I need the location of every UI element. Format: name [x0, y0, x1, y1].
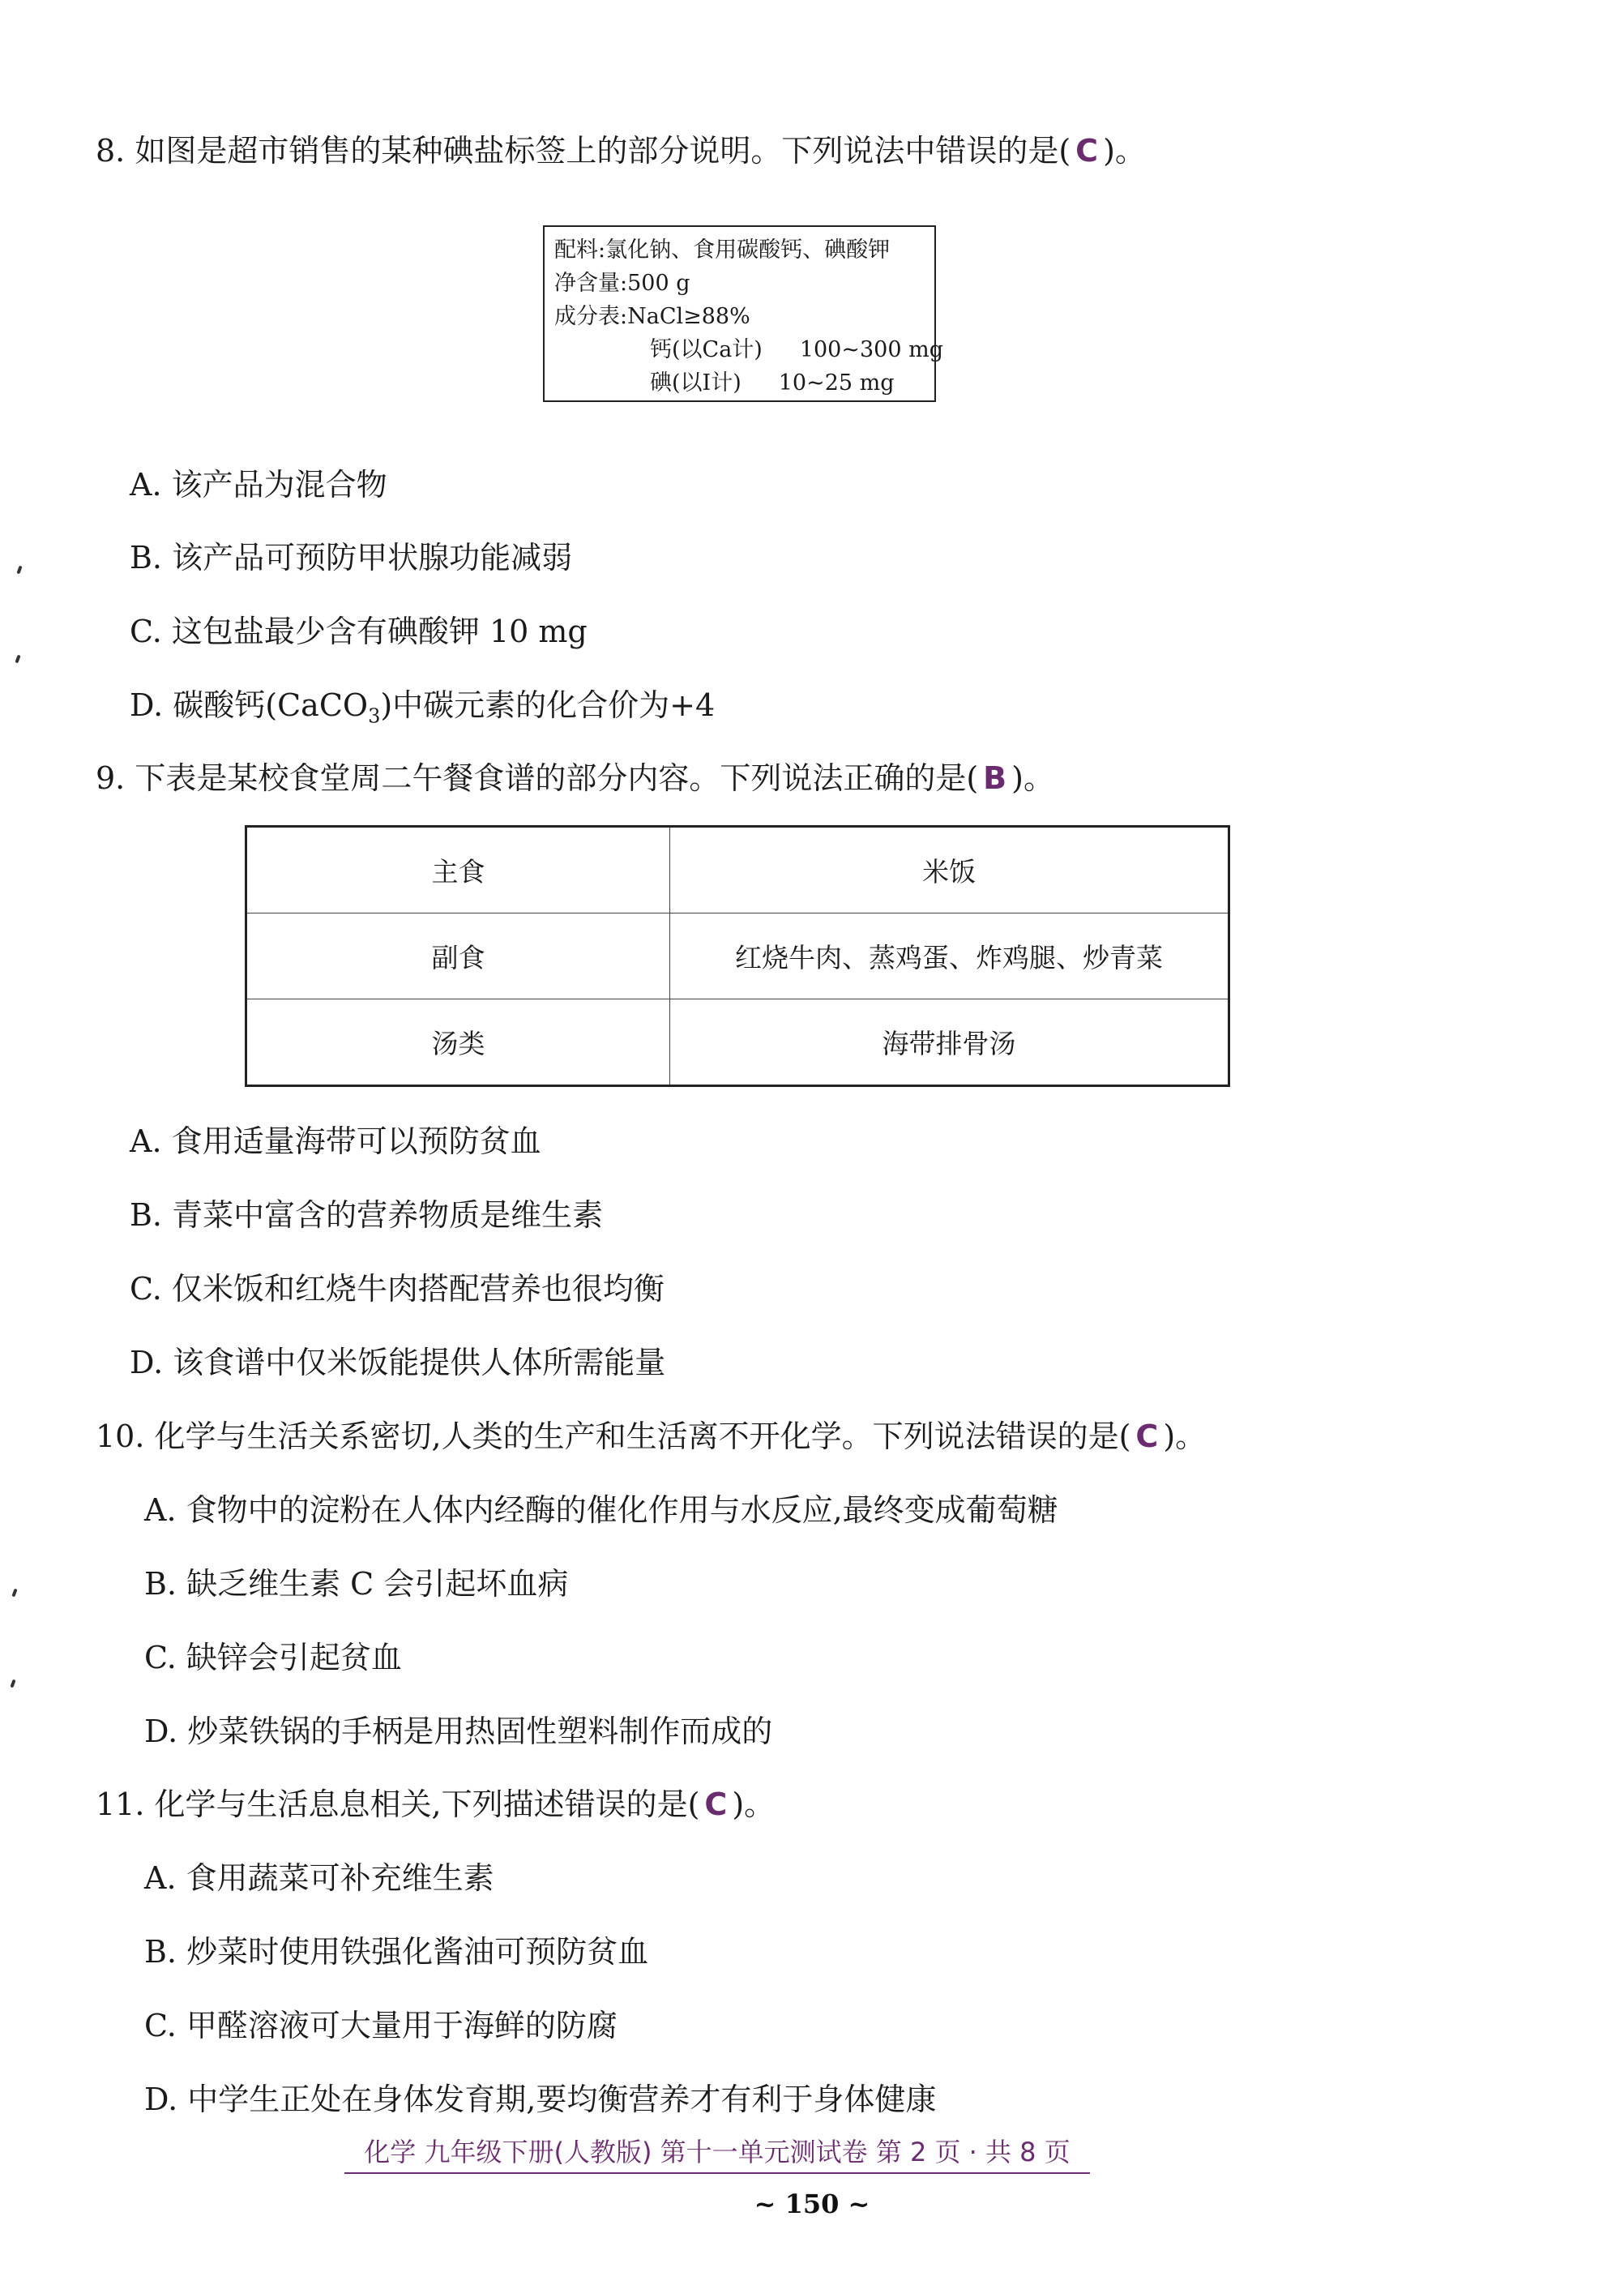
table-cell-dishes: 红烧牛肉、蒸鸡蛋、炸鸡腿、炒青菜 [670, 914, 1229, 999]
question-10-option-a: A. 食物中的淀粉在人体内经酶的催化作用与水反应,最终变成葡萄糖 [144, 1492, 1058, 1528]
salt-label-calcium [554, 333, 943, 366]
scan-mark [11, 1589, 17, 1598]
question-8-option-d-after: )中碳元素的化合价为+4 [380, 687, 716, 723]
question-9-text-after: )。 [1011, 760, 1054, 796]
table-row [246, 914, 1229, 999]
question-8-text-after: )。 [1103, 133, 1146, 169]
salt-label-calcium-name: 钙(以Ca计) [650, 337, 763, 362]
question-10-text-before: 10. 化学与生活关系密切,人类的生产和生活离不开化学。下列说法错误的是( [96, 1418, 1131, 1454]
question-10-option-d: D. 炒菜铁锅的手柄是用热固性塑料制作而成的 [144, 1714, 773, 1749]
salt-label-net-weight: 净含量:500 g [554, 271, 690, 296]
table-cell-category: 副食 [246, 914, 670, 999]
question-9-text-before: 9. 下表是某校食堂周二午餐食谱的部分内容。下列说法正确的是( [96, 760, 979, 796]
salt-label-iodine-name: 碘(以I计) [650, 370, 741, 396]
question-10-option-b: B. 缺乏维生素 C 会引起坏血病 [144, 1566, 569, 1602]
question-8-option-b: B. 该产品可预防甲状腺功能减弱 [130, 540, 573, 575]
question-8-option-a: A. 该产品为混合物 [130, 467, 387, 503]
question-10-text-after: )。 [1163, 1418, 1207, 1454]
question-9-option-a: A. 食用适量海带可以预防贫血 [130, 1123, 541, 1159]
question-9-option-b: B. 青菜中富含的营养物质是维生素 [130, 1197, 604, 1233]
table-cell-category: 汤类 [246, 999, 670, 1086]
table-row [246, 999, 1229, 1086]
question-11-text-after: )。 [732, 1786, 776, 1822]
table-cell-dishes: 米饭 [670, 827, 1229, 914]
question-8-option-d [130, 684, 715, 738]
question-9-option-c: C. 仅米饭和红烧牛肉搭配营养也很均衡 [130, 1271, 665, 1307]
page-number: ~ 150 ~ [754, 2189, 870, 2219]
question-11-option-c: C. 甲醛溶液可大量用于海鲜的防腐 [144, 2008, 618, 2043]
question-10-stem [96, 1415, 1206, 1457]
question-8-option-c: C. 这包盐最少含有碘酸钾 10 mg [130, 614, 588, 649]
question-11-option-d: D. 中学生正处在身体发育期,要均衡营养才有利于身体健康 [144, 2082, 937, 2117]
scan-mark [16, 566, 22, 575]
question-9-option-d: D. 该食谱中仅米饭能提供人体所需能量 [130, 1345, 666, 1380]
lunch-menu-table [245, 825, 1230, 1087]
question-9-answer: B [983, 760, 1007, 796]
question-11-answer: C [704, 1786, 728, 1822]
question-9-stem [96, 757, 1054, 799]
page-footer: 化学 九年级下册(人教版) 第十一单元测试卷 第 2 页 · 共 8 页 [344, 2132, 1090, 2174]
question-11-stem [96, 1783, 775, 1825]
question-11-option-b: B. 炒菜时使用铁强化酱油可预防贫血 [144, 1934, 649, 1970]
salt-label-iodine-value: 10~25 mg [778, 370, 895, 396]
salt-label-calcium-value: 100~300 mg [799, 337, 943, 362]
salt-label-box [543, 225, 943, 402]
table-cell-category: 主食 [246, 827, 670, 914]
salt-label-iodine [554, 366, 925, 400]
question-8-text-before: 8. 如图是超市销售的某种碘盐标签上的部分说明。下列说法中错误的是( [96, 133, 1071, 169]
question-11-option-a: A. 食用蔬菜可补充维生素 [144, 1860, 494, 1896]
question-8-stem [96, 130, 1146, 172]
question-8-option-d-subscript: 3 [368, 704, 381, 728]
scan-mark [10, 1679, 15, 1688]
table-row [246, 827, 1229, 914]
question-8-option-d-before: D. 碳酸钙(CaCO [130, 687, 369, 723]
question-8-answer: C [1075, 133, 1099, 169]
table-cell-dishes: 海带排骨汤 [670, 999, 1229, 1086]
salt-label-nacl: 成分表:NaCl≥88% [554, 304, 750, 329]
question-10-option-c: C. 缺锌会引起贫血 [144, 1640, 402, 1675]
salt-label-ingredients: 配料:氯化钠、食用碳酸钙、碘酸钾 [554, 237, 891, 263]
question-10-answer: C [1135, 1418, 1159, 1454]
question-11-text-before: 11. 化学与生活息息相关,下列描述错误的是( [96, 1786, 700, 1822]
scan-mark [15, 655, 20, 664]
